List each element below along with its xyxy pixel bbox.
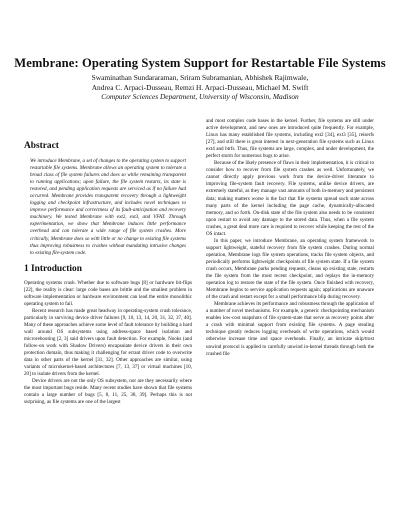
intro-paragraph-3: Device drivers are not the only OS subsystem, nor are they necessarily where the most important bugs reside. Many recent studies have shown that file systems contain a large number of bugs [5, 8, 11, 25, 38, 39]. Perhaps this is not surprising, as file systems are one of the largest	[24, 378, 192, 406]
right-paragraph-2: Because of the likely presence of flaws in their implementation, it is critical to consider how to recover from file system crashes as well. Unfortunately, we cannot directly apply previous work from the device-driver literature to improving file-system fault recovery. File systems, unlike device drivers, are extremely stateful, as they manage vast amounts of both in-memory and persistent data; making matters worse is the fact that file systems spread such state across many parts of the kernel including the page cache, dynamically-allocated memory, and so forth. On-disk state of the file system also needs to be consistent upon restart to avoid any damage to the stored data. Thus, when a file system crashes, a great deal more care is required to recover while keeping the rest of the OS intact.	[206, 160, 374, 237]
affiliation: Computer Sciences Department, University of Wisconsin, Madison	[101, 92, 299, 101]
right-column	[206, 118, 374, 358]
left-column	[24, 117, 192, 407]
intro-paragraph-1: Operating systems crash. Whether due to software bugs [8] or hardware bit-flips [22], the reality is clear: large code bases are brittle and the smallest problem in software implementation or hardware environment can lead the entire monolithic operating system to fail.	[24, 279, 192, 307]
author-list-line-1: Swaminathan Sundararaman, Sriram Subramanian, Abhishek Rajimwale,	[91, 73, 309, 82]
right-paragraph-1: and most complex code bases in the kernel. Further, file systems are still under active development, and new ones are introduced quite frequently. For example, Linux has many established file systems, including ext2 [34], ext3 [35], reiserfs [27], and still there is great interest in next-generation file systems such as Linux ext4 and btrfs. Thus, file systems are large, complex, and under development, the perfect storm for numerous bugs to arise.	[206, 118, 374, 160]
intro-paragraph-2: Recent research has made great headway in operating-system crash tolerance, particularly in surviving device driver failures [9, 10, 13, 14, 20, 31, 32, 37, 40]. Many of these approaches achieve some level of fault tolerance by building a hard wall around OS subsystems using address-space based isolation and microrebooting [2, 3] said drivers upon fault detection. For example, Nooks (and follow-on work with Shadow Drivers) encapsulate device drivers in their own protection domain, thus making it challenging for errant driver code to overwrite data in other parts of the kernel [31, 32]. Other approaches are similar, using variants of microkernel-based architectures [7, 13, 37] or virtual machines [10, 20] to isolate drivers from the kernel.	[24, 307, 192, 378]
abstract-text: We introduce Membrane, a set of changes to the operating system to support restartable file systems. Membrane allows an operating system to tolerate a broad class of file system failures and does so while remaining transparent to running applications; upon failure, the file system restarts, its state is restored, and pending application requests are serviced as if no failure had occurred. Membrane provides transparent recovery through a lightweight logging and checkpoint infrastructure, and includes novel techniques to improve performance and correctness of its fault-anticipation and recovery machinery. We tested Membrane with ext2, ext3, and VFAT. Through experimentation, we show that Membrane induces little performance overhead and can tolerate a wide range of file system crashes. More critically, Membrane does so with little or no change to existing file systems thus improving robustness to crashes without mandating intrusive changes to existing file-system code.	[30, 158, 186, 256]
right-paragraph-3: In this paper, we introduce Membrane, an operating system framework to support lightweight, stateful recovery from file system crashes. During normal operation, Membrane logs file system operations, tracks file system objects, and periodically performs lightweight checkpoints of file system state. If a file system crash occurs, Membrane parks pending requests, cleans up existing state, restarts the file system from the most recent checkpoint, and replays the in-memory operation log to restore the state of the file system. Once finished with recovery, Membrane begins to service application requests again; applications are unaware of the crash and restart except for a small performance blip during recovery.	[206, 237, 374, 301]
introduction-heading: 1 Introduction	[24, 263, 82, 274]
author-list-line-2: Andrea C. Arpaci-Dusseau, Remzi H. Arpaci-Dusseau, Michael M. Swift	[91, 82, 309, 92]
right-paragraph-4: Membrane achieves its performance and robustness through the application of a number of novel mechanisms. For example, a generic checkpointing mechanism enables low-cost snapshots of file system-state that serve as recovery points after a crash with minimal support from existing file systems. A page stealing technique greatly reduces logging overheads of write operations, which would otherwise increase time and space overheads. Finally, an intricate skip/trust unwind protocol is applied to carefully unwind in-kernel threads through both the crashed file	[206, 301, 374, 357]
abstract-heading: Abstract	[24, 141, 59, 151]
paper-title: Membrane: Operating System Support for Restartable File Systems	[14, 56, 386, 70]
